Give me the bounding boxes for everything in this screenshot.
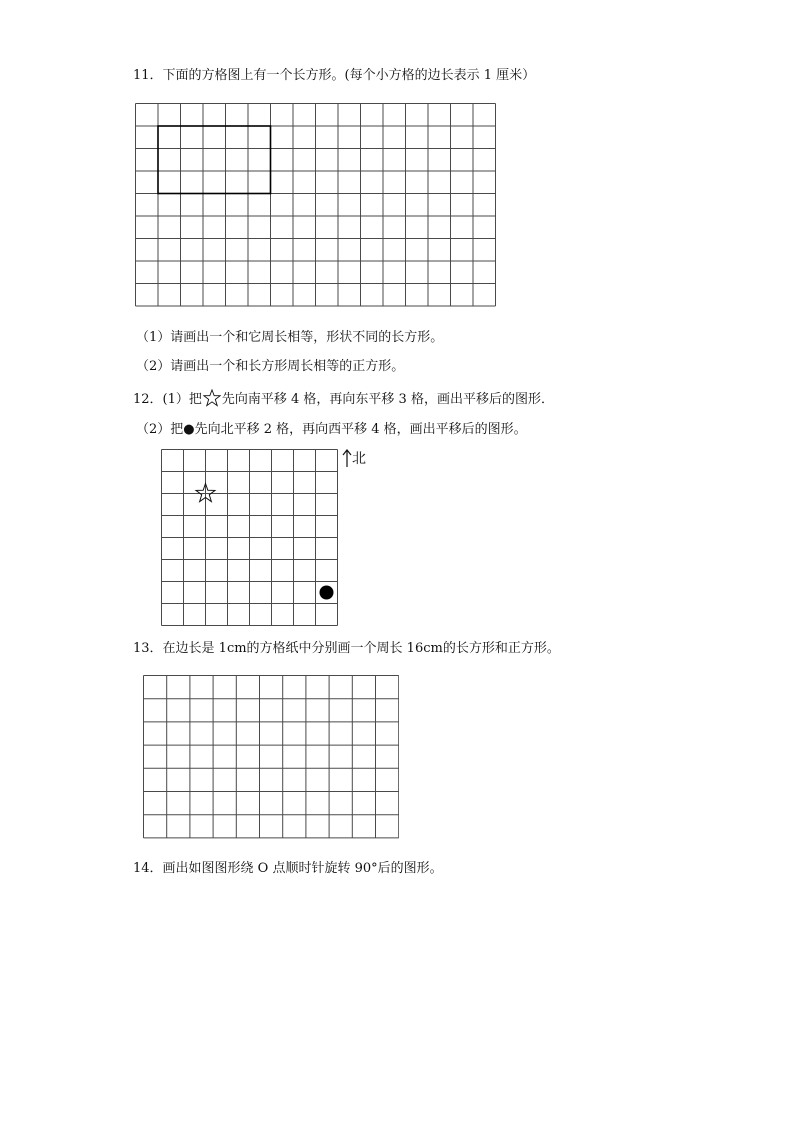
q11-title: 11．下面的方格图上有一个长方形。(每个小方格的边长表示 1 厘米） xyxy=(133,68,536,83)
q13-grid[interactable] xyxy=(143,675,399,839)
north-indicator xyxy=(342,449,366,467)
dot-shape-icon xyxy=(320,586,334,600)
q13-title: 13．在边长是 1cm的方格纸中分别画一个周长 16cm的长方形和正方形。 xyxy=(133,641,560,656)
given-rectangle xyxy=(158,126,271,194)
q12-grid[interactable] xyxy=(161,449,339,626)
north-arrow-icon xyxy=(342,449,352,467)
q12-part2: （2）把●先向北平移 2 格，再向西平移 4 格，画出平移后的图形。 xyxy=(136,422,527,437)
q12-part1-before: 12．(1）把 xyxy=(133,392,202,407)
q11-grid[interactable] xyxy=(135,103,497,308)
q11-part2: （2）请画出一个和长方形周长相等的正方形。 xyxy=(136,359,405,374)
star-icon xyxy=(203,389,221,407)
north-label: 北 xyxy=(352,451,366,467)
q14-title: 14．画出如图图形绕 O 点顺时针旋转 90°后的图形。 xyxy=(133,861,443,876)
q12-part1-after: 先向南平移 4 格，再向东平移 3 格，画出平移后的图形． xyxy=(221,392,554,407)
q11-part1: （1）请画出一个和它周长相等，形状不同的长方形。 xyxy=(136,330,444,345)
q12-part1 xyxy=(133,389,554,408)
